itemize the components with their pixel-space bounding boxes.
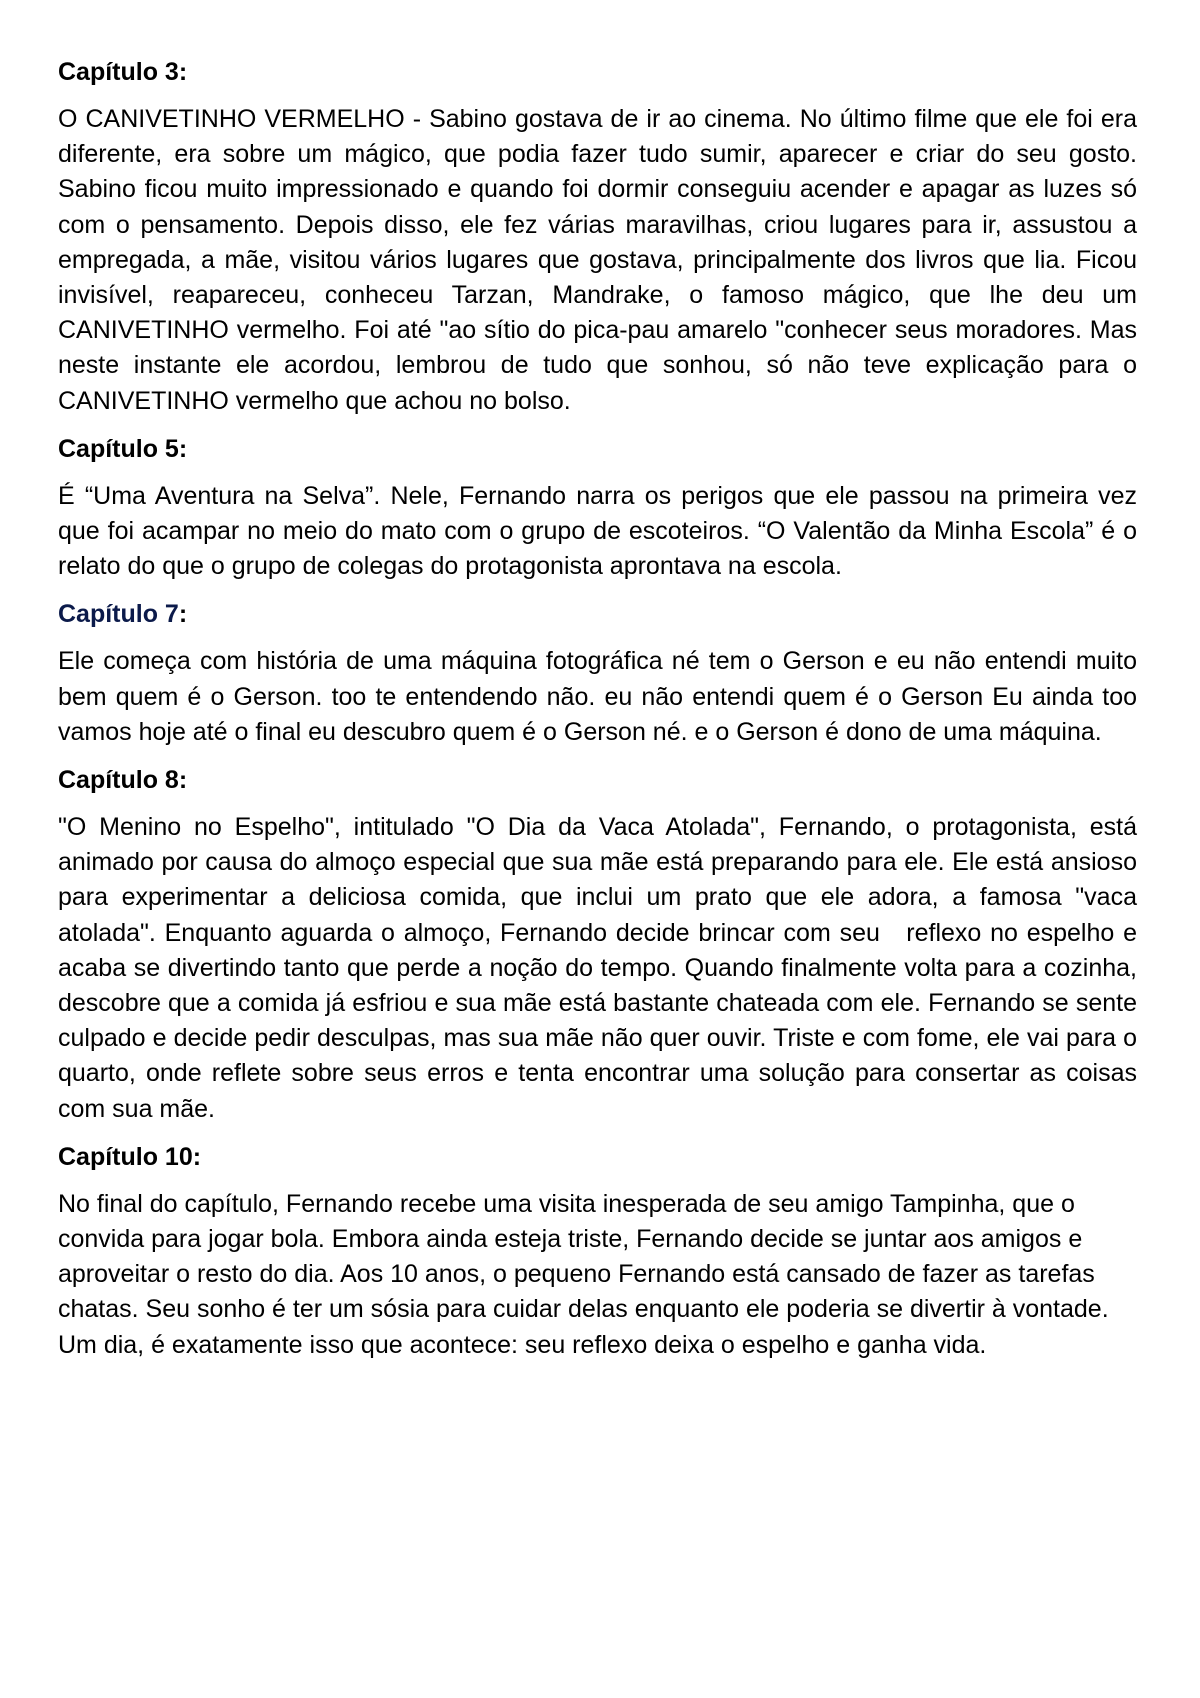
chapter-10-section [58, 1141, 1137, 1363]
chapter-7-heading-suffix: : [178, 600, 188, 629]
chapter-5-paragraph: É “Uma Aventura na Selva”. Nele, Fernando narra os perigos que ele passou na primeira vez que foi acampar no meio do mato com o grupo de escoteiros. “O Valentão da Minha Escola” é o relato do que o grupo de colegas do protagonista aprontava na escola. [58, 481, 1144, 581]
chapter-7-section [58, 598, 1144, 750]
chapter-10-heading: Capítulo 10: [58, 1142, 202, 1171]
chapter-5-section [58, 433, 1144, 585]
chapter-8-paragraph: "O Menino no Espelho", intitulado "O Dia da Vaca Atolada", Fernando, o protagonista, está animado por causa do almoço especial que sua mãe está preparando para ele. Ele está ansioso para experimentar a deliciosa comida, que inclui um prato que ele adora, a famosa "vaca atolada". Enquanto aguarda o almoço, Fernando decide brincar com seu reflexo no espelho e acaba se divertindo tanto que perde a noção do tempo. Quando finalmente volta para a cozinha, descobre que a comida já esfriou e sua mãe está bastante chateada com ele. Fernando se sente culpado e decide pedir desculpas, mas sua mãe não quer ouvir. Triste e com fome, ele vai para o quarto, onde reflete sobre seus erros e tenta encontrar uma solução para consertar as coisas com sua mãe. [58, 813, 1144, 1123]
chapter-8-heading: Capítulo 8: [58, 766, 188, 795]
chapter-7-paragraph: Ele começa com história de uma máquina fotográfica né tem o Gerson e eu não entendi muito bem quem é o Gerson. too te entendendo não. eu não entendi quem é o Gerson Eu ainda too vamos hoje até o final eu descubro quem é o Gerson né. e o Gerson é dono de uma máquina. [58, 647, 1144, 746]
chapter-7-heading-main: Capítulo 7 [58, 600, 179, 629]
chapter-5-heading: Capítulo 5: [58, 434, 188, 463]
chapter-10-paragraph: No final do capítulo, Fernando recebe uma visita inesperada de seu amigo Tampinha, que o convida para jogar bola. Embora ainda esteja triste, Fernando decide se juntar aos amigos e aproveitar o resto do dia. Aos 10 anos, o pequeno Fernando está cansado de fazer as tarefas chatas. Seu sonho é ter um sósia para cuidar delas enquanto ele poderia se divertir à vontade. Um dia, é exatamente isso que acontece: seu reflexo deixa o espelho e ganha vida. [58, 1189, 1116, 1359]
chapter-3-section [58, 56, 1144, 419]
chapter-7-heading [58, 598, 1137, 630]
chapter-8-section [58, 764, 1144, 1127]
chapter-3-heading: Capítulo 3: [58, 58, 188, 86]
chapter-3-paragraph: O CANIVETINHO VERMELHO - Sabino gostava de ir ao cinema. No último filme que ele foi era diferente, era sobre um mágico, que podia fazer tudo sumir, aparecer e criar do seu gosto. Sabino ficou muito impressionado e quando foi dormir conseguiu acender e apagar as luzes só com o pensamento. Depois disso, ele fez várias maravilhas, criou lugares para ir, assustou a empregada, a mãe, visitou vários lugares que gostava, principalmente dos livros que lia. Ficou invisível, reapareceu, conheceu Tarzan, Mandrake, o famoso mágico, que lhe deu um CANIVETINHO vermelho. Foi até "ao sítio do pica-pau amarelo "conhecer seus moradores. Mas neste instante ele acordou, lembrou de tudo que sonhou, só não teve explicação para o CANIVETINHO vermelho que achou no bolso. [58, 105, 1144, 415]
